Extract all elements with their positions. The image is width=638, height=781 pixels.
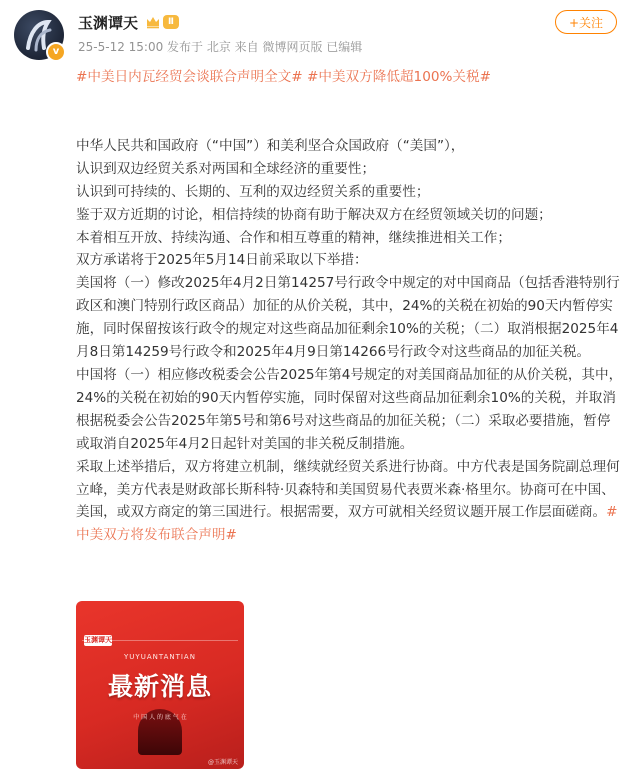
post-content xyxy=(76,66,624,547)
paragraph: 双方承诺将于2025年5月14日前采取以下举措： xyxy=(76,252,368,269)
paragraph-mechanism xyxy=(76,456,624,548)
post-image[interactable] xyxy=(76,601,244,769)
paragraph-mechanism-text: 采取上述举措后，双方将建立机制，继续就经贸关系进行协商。中方代表是国务院副总理何立峰，美方代表是财政部长斯科特·贝森特和美国贸易代表贾米森·格里尔。协商可在中国、美国，或双方商定的第三国进行。根据需要，双方可就相关经贸议题开展工作层面磋商。 xyxy=(76,458,620,521)
user-header xyxy=(78,11,179,33)
follow-button[interactable]: +关注 xyxy=(555,10,617,34)
verified-badge: v xyxy=(46,42,66,62)
paragraph-us-measures: 美国将（一）修改2025年4月2日第14257号行政令中规定的对中国商品（包括香港特别行政区和澳门特别行政区商品）加征的从价关税，其中，24%的关税在初始的90天内暂停实施，同时保留按该行政令的规定对这些商品加征剩余10%的关税；（二）取消根据2025年4月8日第14259号行政令和2025年4月9日第14266号行政令对这些商品的加征关税。 xyxy=(76,275,620,361)
hashtag-bottom[interactable]: #中美双方将发布联合声明# xyxy=(76,504,618,544)
username[interactable]: 玉渊谭天 xyxy=(78,13,139,32)
image-logo: 玉渊谭天 xyxy=(84,636,112,644)
image-slogan: 中 国 人 的 底 气 在 xyxy=(133,714,187,721)
paragraph: 鉴于双方近期的讨论，相信持续的协商有助于解决双方在经贸领域关切的问题； xyxy=(76,206,552,223)
paragraph: 认识到可持续的、长期的、互利的双边经贸关系的重要性； xyxy=(76,183,430,200)
image-title: 最新消息 xyxy=(107,672,212,701)
post-meta: 25-5-12 15:00 发布于 北京 来自 微博网页版 已编辑 xyxy=(78,40,363,54)
avatar-container[interactable] xyxy=(14,10,64,60)
paragraph: 本着相互开放、持续沟通、合作和相互尊重的精神，继续推进相关工作； xyxy=(76,229,511,246)
paragraph: 认识到双边经贸关系对两国和全球经济的重要性； xyxy=(76,160,376,177)
image-subtitle: YUYUANTANTIAN xyxy=(124,653,196,661)
hashtags-top[interactable]: #中美日内瓦经贸会谈联合声明全文# #中美双方降低超100%关税# xyxy=(76,69,491,85)
paragraph: 中华人民共和国政府（“中国”）和美利坚合众国政府（“美国”）， xyxy=(76,137,465,154)
paragraph-china-measures: 中国将（一）相应修改税委会公告2025年第4号规定的对美国商品加征的从价关税，其中，24%的关税在初始的90天内暂停实施，同时保留对这些商品加征剩余10%的关税，并取消根据税委会公告2025年第5号和第6号对这些商品的加征关税；（二）采取必要措施，暂停或取消自2025年4月2日起针对美国的非关税反制措施。 xyxy=(76,366,623,452)
crown-icon[interactable] xyxy=(145,14,161,30)
level-badge[interactable]: Ⅱ xyxy=(163,15,179,29)
image-watermark: @玉渊谭天 xyxy=(207,759,238,766)
